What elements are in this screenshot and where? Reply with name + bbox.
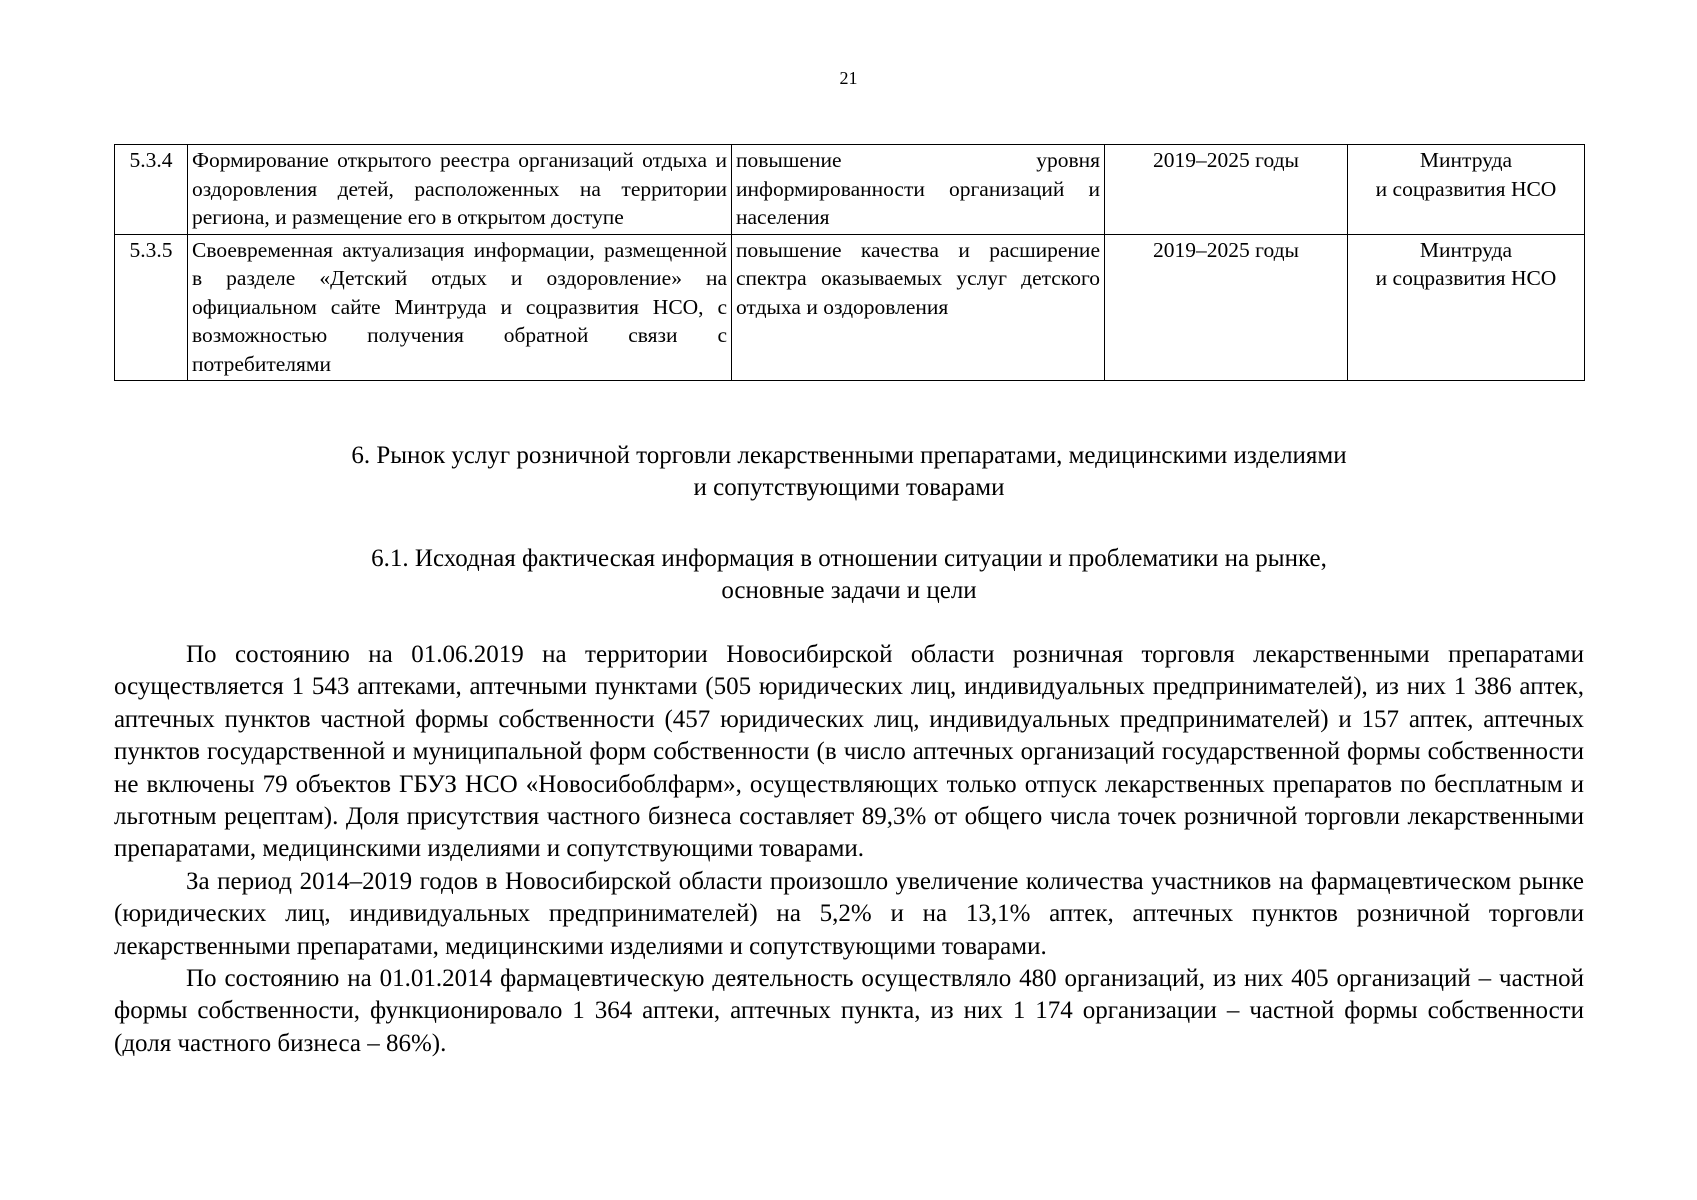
paragraph: По состоянию на 01.06.2019 на территории Новосибирской области розничная торговля лекарственными препаратами осуществляется 1 543 аптеками, аптечными пунктами (505 юридических лиц, индивидуальных предпринимателей), из них 1 386 аптек, аптечных пунктов частной формы собственности (457 юридических лиц, индивидуальных предпринимателей) и 157 аптек, аптечных пунктов государственной и муниципальной форм собственности (в число аптечных организаций государственной формы собственности не включены 79 объектов ГБУЗ НСО «Новосибоблфарм», осуществляющих только отпуск лекарственных препаратов по бесплатным и льготным рецептам). Доля присутствия частного бизнеса составляет 89,3% от общего числа точек розничной торговли лекарственными препаратами, медицинскими изделиями и сопутствующими товарами. xyxy=(114,641,1584,863)
heading-line: 6. Рынок услуг розничной торговли лекарственными препаратами, медицинскими изделиями xyxy=(351,442,1347,469)
body-text xyxy=(114,639,1584,1060)
section-6-heading xyxy=(114,440,1584,504)
measure-result: повышение уровня информированности организаций и населения xyxy=(732,145,1105,235)
measure-period: 2019–2025 годы xyxy=(1105,234,1348,381)
paragraph: По состоянию на 01.01.2014 фармацевтическую деятельность осуществляло 480 организаций, из них 405 организаций – частной формы собственности, функционировало 1 364 аптеки, аптечных пункта, из них 1 174 организации – частной формы собственности (доля частного бизнеса – 86%). xyxy=(114,965,1584,1057)
measures-table xyxy=(114,144,1585,381)
responsible-line: Минтруда xyxy=(1419,148,1513,172)
heading-line: основные задачи и цели xyxy=(721,577,977,604)
measure-period: 2019–2025 годы xyxy=(1105,145,1348,235)
measure-number: 5.3.5 xyxy=(115,234,188,381)
heading-line: и сопутствующими товарами xyxy=(693,474,1005,501)
measure-description: Формирование открытого реестра организаций отдыха и оздоровления детей, расположенных на территории региона, и размещение его в открытом доступе xyxy=(188,145,732,235)
measure-number: 5.3.4 xyxy=(115,145,188,235)
measure-result: повышение качества и расширение спектра оказываемых услуг детского отдыха и оздоровления xyxy=(732,234,1105,381)
heading-line: 6.1. Исходная фактическая информация в отношении ситуации и проблематики на рынке, xyxy=(371,545,1327,572)
page-number: 21 xyxy=(839,68,858,88)
responsible-line: Минтруда xyxy=(1419,237,1513,262)
measure-responsible xyxy=(1348,145,1585,235)
measure-responsible xyxy=(1348,234,1585,381)
measure-description: Своевременная актуализация информации, размещенной в разделе «Детский отдых и оздоровление» на официальном сайте Минтруда и соцразвития НСО, с возможностью получения обратной связи с потребителями xyxy=(188,234,732,381)
table-row xyxy=(115,145,1585,235)
section-6-1-heading xyxy=(114,543,1584,607)
paragraph: За период 2014–2019 годов в Новосибирской области произошло увеличение количества участников на фармацевтическом рынке (юридических лиц, индивидуальных предпринимателей) на 5,2% и на 13,1% аптек, аптечных пунктов розничной торговли лекарственными препаратами, медицинскими изделиями и сопутствующими товарами. xyxy=(114,867,1584,960)
responsible-line: и соцразвития НСО xyxy=(1375,176,1557,201)
responsible-line: и соцразвития НСО xyxy=(1375,266,1557,290)
table-row xyxy=(115,234,1585,381)
